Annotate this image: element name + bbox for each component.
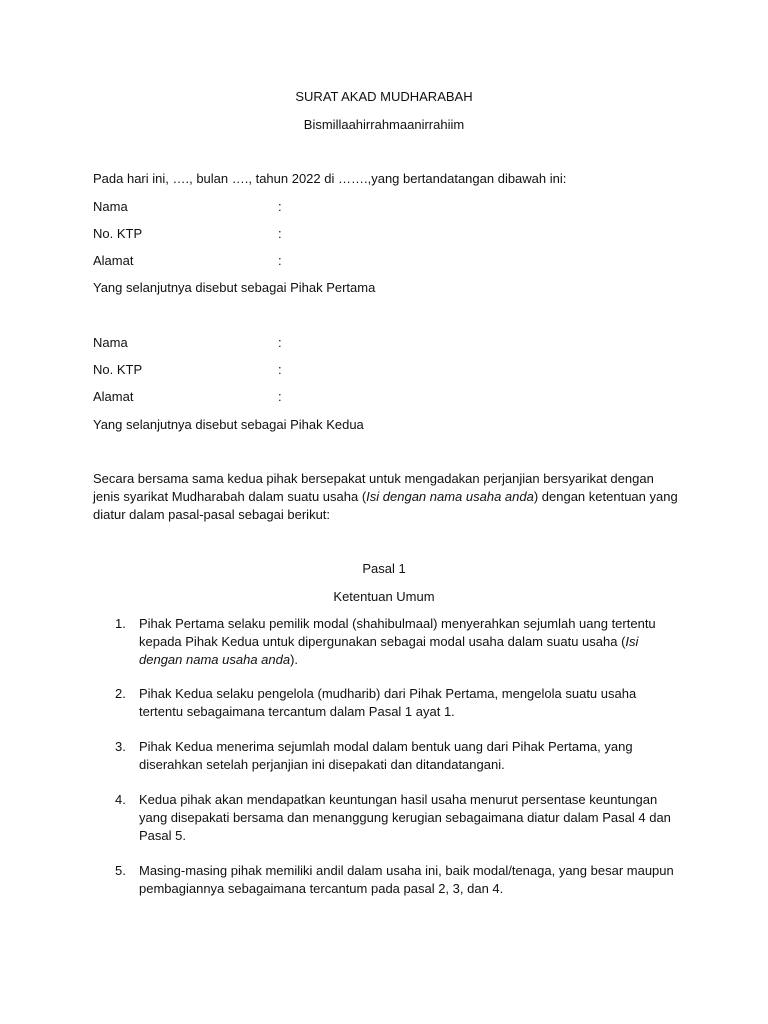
list-item-text	[139, 791, 684, 845]
list-item-line: Kedua pihak akan mendapatkan keuntungan hasil usaha menurut persentase keuntungan	[139, 792, 658, 807]
agreement-line-2	[93, 488, 693, 506]
list-item-text	[139, 615, 684, 669]
list-item-number: 4.	[115, 792, 126, 807]
document-title: SURAT AKAD MUDHARABAH	[295, 89, 473, 104]
party2-ktp-label: No. KTP	[93, 362, 143, 377]
list-item-line: tertentu sebagaimana tercantum dalam Pasal 1 ayat 1.	[139, 704, 455, 719]
party2-ktp-colon: :	[278, 362, 282, 377]
agreement-line-1: Secara bersama sama kedua pihak bersepakat untuk mengadakan perjanjian bersyarikat dengan	[93, 471, 654, 486]
list-item-text	[139, 685, 684, 721]
pasal1-subheading: Ketentuan Umum	[333, 589, 435, 604]
party2-designation: Yang selanjutnya disebut sebagai Pihak Kedua	[93, 417, 364, 432]
list-item-line: Pasal 5.	[139, 828, 186, 843]
party1-address-label: Alamat	[93, 253, 134, 268]
document-subtitle: Bismillaahirrahmaanirrahiim	[303, 117, 465, 132]
list-item-number: 1.	[115, 616, 126, 631]
list-item-line	[139, 651, 684, 669]
party1-ktp-colon: :	[278, 226, 282, 241]
list-item-line: Pihak Kedua selaku pengelola (mudharib) dari Pihak Pertama, mengelola suatu usaha	[139, 686, 637, 701]
list-item-italic-segment: dengan nama usaha anda	[139, 652, 291, 667]
agreement-line-3: diatur dalam pasal-pasal sebagai berikut:	[93, 507, 331, 522]
list-item-text	[139, 738, 684, 774]
agreement-line-2-italic: Isi dengan nama usaha anda	[366, 489, 534, 504]
party2-address-label: Alamat	[93, 389, 134, 404]
list-item-number: 5.	[115, 863, 126, 878]
list-item-line	[139, 633, 684, 651]
party1-designation: Yang selanjutnya disebut sebagai Pihak Pertama	[93, 280, 376, 295]
list-item-text-segment: ).	[290, 652, 299, 667]
list-item-line: yang disepakati bersama dan menanggung kerugian sebagaimana diatur dalam Pasal 4 dan	[139, 810, 671, 825]
party1-ktp-label: No. KTP	[93, 226, 143, 241]
party2-name-label: Nama	[93, 335, 128, 350]
list-item-line: Pihak Pertama selaku pemilik modal (shahibulmaal) menyerahkan sejumlah uang tertentu	[139, 616, 656, 631]
agreement-paragraph	[93, 470, 693, 524]
party2-name-colon: :	[278, 335, 282, 350]
list-item-line: diserahkan setelah perjanjian ini disepakati dan ditandatangani.	[139, 757, 505, 772]
list-item-text-segment: kepada Pihak Kedua untuk dipergunakan sebagai modal usaha dalam suatu usaha (	[139, 634, 626, 649]
list-item-line: pembagiannya sebagaimana tercantum pada pasal 2, 3, dan 4.	[139, 881, 504, 896]
list-item-italic-segment: Isi	[625, 634, 639, 649]
party1-name-label: Nama	[93, 199, 128, 214]
party1-name-colon: :	[278, 199, 282, 214]
list-item-line: Masing-masing pihak memiliki andil dalam usaha ini, baik modal/tenaga, yang besar maupun	[139, 863, 674, 878]
agreement-line-2-pre: jenis syarikat Mudharabah dalam suatu usaha (	[93, 489, 367, 504]
pasal1-heading: Pasal 1	[362, 561, 406, 576]
list-item-number: 2.	[115, 686, 126, 701]
agreement-line-2-post: ) dengan ketentuan yang	[533, 489, 678, 504]
party1-address-colon: :	[278, 253, 282, 268]
party2-address-colon: :	[278, 389, 282, 404]
intro-text: Pada hari ini, …., bulan …., tahun 2022 di …….,yang bertandatangan dibawah ini:	[93, 171, 567, 186]
list-item-line: Pihak Kedua menerima sejumlah modal dalam bentuk uang dari Pihak Pertama, yang	[139, 739, 633, 754]
list-item-text	[139, 862, 684, 898]
list-item-number: 3.	[115, 739, 126, 754]
